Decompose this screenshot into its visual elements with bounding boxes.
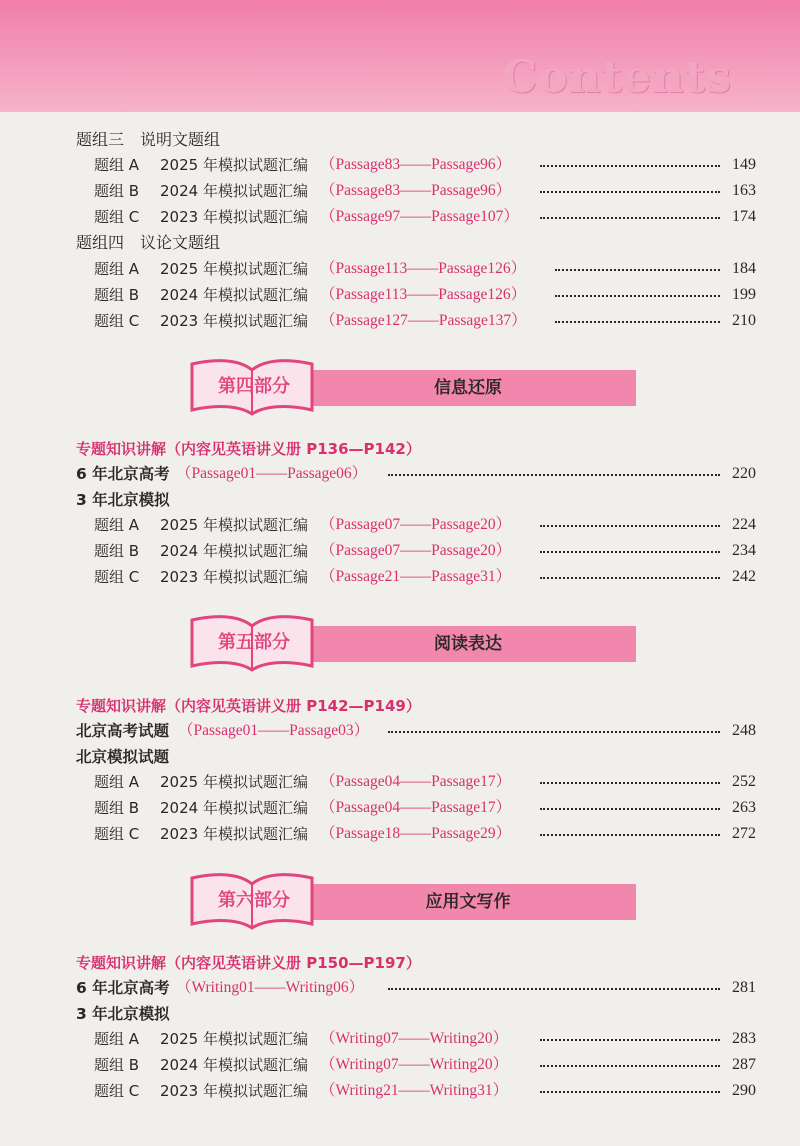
leader-dots [540, 205, 720, 229]
part-title: 信息还原 [434, 378, 502, 398]
part-banner [188, 614, 638, 672]
part-banner [188, 358, 638, 416]
leader-dots [540, 1053, 720, 1077]
toc-row[interactable]: 题组 B 2024 年模拟试题汇编 （Passage113——Passage126） 199 [0, 283, 800, 307]
leader-dots [540, 1027, 720, 1051]
part-label: 第六部分 [218, 890, 290, 911]
leader-dots [388, 719, 720, 743]
group-heading: 3 年北京模拟 [76, 491, 170, 509]
toc-row[interactable]: 题组 A 2025 年模拟试题汇编 （Passage113——Passage126） 184 [0, 257, 800, 281]
part-label: 第五部分 [218, 632, 290, 653]
contents-title: Contents [502, 52, 732, 103]
leader-dots [540, 822, 720, 846]
toc-row[interactable]: 题组 C 2023 年模拟试题汇编 （Passage97——Passage107） 174 [0, 205, 800, 229]
leader-dots [540, 796, 720, 820]
leader-dots [540, 1079, 720, 1103]
group-heading: 题组四 议论文题组 [76, 233, 221, 252]
toc-row[interactable]: 题组 C 2023 年模拟试题汇编 （Passage21——Passage31） 242 [0, 565, 800, 589]
leader-dots [540, 513, 720, 537]
leader-dots [540, 153, 720, 177]
group-heading: 题组三 说明文题组 [76, 130, 221, 149]
leader-dots [388, 462, 720, 486]
leader-dots [540, 770, 720, 794]
leader-dots [388, 976, 720, 1000]
topic-line: 专题知识讲解（内容见英语讲义册 P150—P197） [76, 954, 421, 972]
toc-row[interactable]: 北京高考试题 （Passage01——Passage03） 248 [0, 719, 800, 743]
toc-row[interactable]: 题组 B 2024 年模拟试题汇编 （Passage07——Passage20） 234 [0, 539, 800, 563]
toc-row[interactable]: 题组 A 2025 年模拟试题汇编 （Passage04——Passage17） 252 [0, 770, 800, 794]
part-title: 应用文写作 [425, 892, 511, 912]
topic-line: 专题知识讲解（内容见英语讲义册 P142—P149） [76, 697, 421, 715]
toc-row[interactable]: 题组 C 2023 年模拟试题汇编 （Writing21——Writing31） 290 [0, 1079, 800, 1103]
toc-row[interactable]: 6 年北京高考 （Passage01——Passage06） 220 [0, 462, 800, 486]
part-banner [188, 872, 638, 930]
part-label: 第四部分 [218, 376, 290, 397]
leader-dots [540, 539, 720, 563]
leader-dots [555, 257, 720, 281]
toc-row[interactable]: 题组 A 2025 年模拟试题汇编 （Writing07——Writing20） 283 [0, 1027, 800, 1051]
toc-row[interactable]: 题组 A 2025 年模拟试题汇编 （Passage07——Passage20） 224 [0, 513, 800, 537]
toc-row[interactable]: 题组 C 2023 年模拟试题汇编 （Passage18——Passage29） 272 [0, 822, 800, 846]
leader-dots [540, 565, 720, 589]
toc-row[interactable]: 题组 B 2024 年模拟试题汇编 （Writing07——Writing20） 287 [0, 1053, 800, 1077]
toc-row[interactable]: 题组 B 2024 年模拟试题汇编 （Passage04——Passage17） 263 [0, 796, 800, 820]
group-heading: 3 年北京模拟 [76, 1005, 170, 1023]
toc-row[interactable]: 题组 B 2024 年模拟试题汇编 （Passage83——Passage96） 163 [0, 179, 800, 203]
topic-line: 专题知识讲解（内容见英语讲义册 P136—P142） [76, 440, 421, 458]
leader-dots [555, 309, 720, 333]
toc-row[interactable]: 题组 A 2025 年模拟试题汇编 （Passage83——Passage96） 149 [0, 153, 800, 177]
part-title: 阅读表达 [434, 634, 502, 654]
toc-row[interactable]: 6 年北京高考 （Writing01——Writing06） 281 [0, 976, 800, 1000]
toc-row[interactable]: 题组 C 2023 年模拟试题汇编 （Passage127——Passage137） 210 [0, 309, 800, 333]
header-banner [0, 0, 800, 112]
group-heading: 北京模拟试题 [76, 748, 170, 766]
leader-dots [540, 179, 720, 203]
leader-dots [555, 283, 720, 307]
